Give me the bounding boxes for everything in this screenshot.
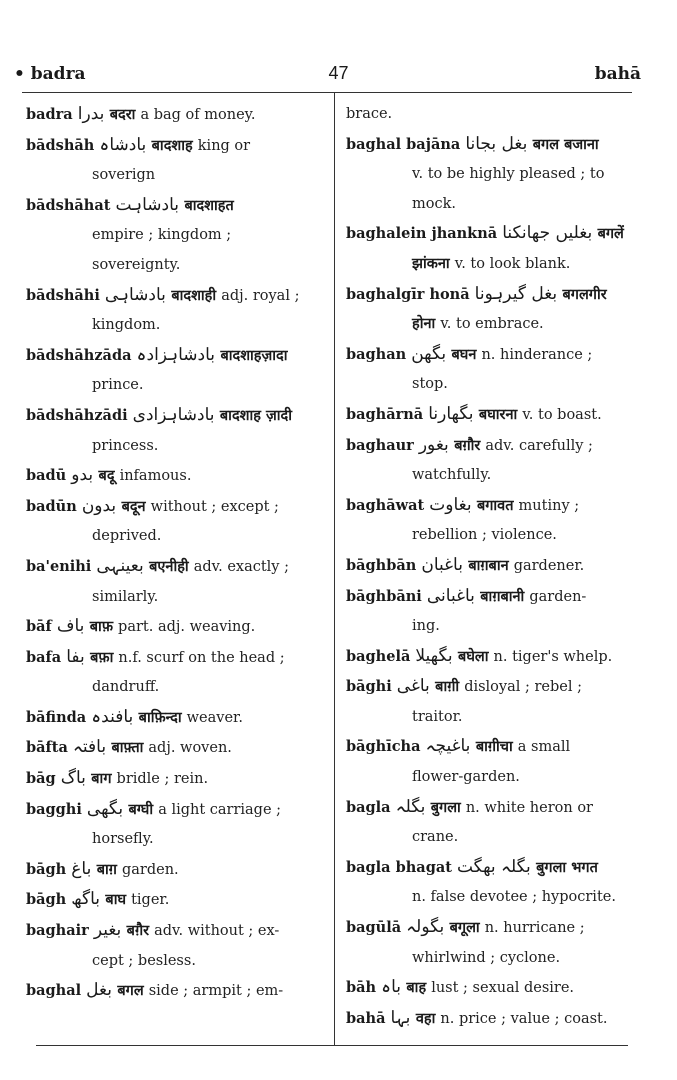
hindi-term: बाग़बान — [468, 557, 514, 574]
hindi-term: बदू — [98, 468, 120, 485]
headword: bafa — [26, 648, 67, 666]
dictionary-entry-line — [26, 492, 318, 523]
definition-text: dandruff. — [92, 679, 160, 696]
dictionary-entry-line — [346, 100, 631, 130]
headword: bāghi — [346, 678, 397, 696]
urdu-term: باغی — [396, 676, 436, 697]
urdu-term: باغ — [71, 858, 97, 879]
dictionary-entry-line — [346, 793, 631, 824]
urdu-term: بہا — [390, 1007, 416, 1028]
definition-text: rebellion ; violence. — [412, 527, 557, 544]
headword: bagūlā — [346, 919, 407, 937]
entry-continuation-line — [346, 370, 631, 400]
headword: bāfinda — [26, 708, 92, 726]
urdu-term: بغاوت — [429, 494, 477, 515]
dictionary-entry-line — [346, 672, 631, 703]
entry-continuation-line — [26, 251, 318, 281]
hindi-term: बादशाह — [151, 137, 198, 154]
urdu-term: بادشاہت — [115, 194, 185, 215]
urdu-term: بگھارنا — [428, 403, 479, 424]
definition-text: empire ; kingdom ; — [92, 227, 232, 244]
definition-text: side ; armpit ; em- — [148, 983, 284, 1000]
urdu-term: بفا — [66, 646, 91, 667]
dictionary-entry-line — [26, 885, 318, 916]
definition-text: n.f. scurf on the head ; — [118, 649, 285, 666]
urdu-term: بدون — [81, 495, 122, 516]
hindi-term: बादशाहत — [184, 197, 234, 214]
urdu-term: بافندہ — [91, 706, 139, 727]
page-number: 47 — [328, 63, 349, 83]
definition-text: watchfully. — [412, 467, 492, 484]
headword: baghal bajāna — [346, 135, 466, 153]
headword: bāg — [26, 770, 61, 788]
hindi-term: बगावत — [476, 497, 519, 514]
hindi-term: बुगला — [430, 799, 466, 816]
entry-continuation-line — [26, 673, 318, 703]
entry-continuation-line — [346, 883, 631, 913]
urdu-term: بگلہ — [395, 796, 431, 817]
definition-text: n. price ; value ; coast. — [440, 1010, 608, 1027]
headword: bagla — [346, 798, 396, 816]
headword: baghalgīr honā — [346, 285, 475, 303]
headword: bahā — [346, 1009, 391, 1027]
dictionary-entry-line — [26, 552, 318, 583]
dictionary-entry-line — [26, 281, 318, 312]
definition-text: crane. — [412, 829, 459, 846]
headword: bāh — [346, 979, 382, 997]
urdu-term: بغل بجانا — [465, 133, 533, 154]
definition-text: n. false devotee ; hypocrite. — [412, 889, 616, 906]
entry-continuation-line — [346, 823, 631, 853]
dictionary-entry-line — [346, 280, 631, 311]
definition-text: n. tiger's whelp. — [493, 648, 613, 665]
hindi-term: बफ़ा — [90, 649, 119, 666]
dictionary-entry-line — [346, 642, 631, 673]
dictionary-entry-line — [346, 732, 631, 763]
hindi-term: बाग़बानी — [480, 588, 530, 605]
entry-continuation-line — [346, 944, 631, 974]
definition-text: a light carriage ; — [158, 801, 282, 818]
dictionary-entry-line — [26, 341, 318, 372]
entry-continuation-line — [26, 522, 318, 552]
definition-text: part. adj. weaving. — [118, 619, 256, 636]
hindi-term: बुगला भगत — [536, 859, 598, 876]
dictionary-entry-line — [26, 703, 318, 734]
entry-continuation-line — [346, 763, 631, 793]
entry-continuation-line — [26, 311, 318, 341]
headword: bagla bhagat — [346, 858, 457, 876]
dictionary-entry-line — [26, 855, 318, 886]
dictionary-entry-line — [346, 491, 631, 522]
definition-text: stop. — [412, 376, 448, 393]
dictionary-entry-line — [346, 1004, 631, 1035]
headword: baghaur — [346, 436, 419, 454]
urdu-term: بگھن — [411, 343, 452, 364]
hindi-term: बदरा — [109, 107, 141, 123]
definition-text: adj. woven. — [148, 740, 232, 757]
headword: bādshāhzāda — [26, 346, 137, 364]
definition-text: sovereignty. — [92, 256, 181, 273]
dictionary-entry-line — [26, 795, 318, 826]
hindi-term: बदून — [121, 498, 151, 515]
dictionary-entry-line — [346, 582, 631, 613]
definition-text: deprived. — [92, 528, 162, 545]
hindi-term: बादशाह ज़ादी — [219, 407, 292, 424]
definition-text: adv. carefully ; — [485, 437, 593, 454]
headword: baghalein jhanknā — [346, 225, 503, 243]
hindi-term: बादशाही — [171, 287, 222, 304]
urdu-term: بدرا — [77, 104, 110, 124]
hindi-term: बघन — [451, 346, 482, 363]
hindi-term: होना — [412, 316, 441, 333]
headword: baghan — [346, 345, 412, 363]
definition-text: adj. royal ; — [221, 287, 300, 304]
definition-text: n. hinderance ; — [481, 346, 593, 363]
urdu-term: باگ — [60, 768, 92, 789]
entry-continuation-line — [26, 221, 318, 251]
urdu-term: بگولہ — [406, 917, 450, 938]
hindi-term: बगूला — [449, 920, 485, 937]
left-column — [26, 100, 318, 1007]
definition-text: cept ; besless. — [92, 952, 196, 969]
definition-text: soverign — [92, 167, 156, 184]
dictionary-entry-line — [26, 191, 318, 222]
definition-text: mock. — [412, 195, 456, 212]
dictionary-entry-line — [346, 853, 631, 884]
definition-text: a small — [517, 739, 571, 756]
hindi-term: बगलें — [597, 226, 624, 243]
entry-continuation-line — [346, 310, 631, 340]
urdu-term: بگھی — [86, 798, 129, 819]
hindi-term: वहा — [415, 1010, 441, 1027]
headword: badū — [26, 467, 72, 485]
urdu-term: بادشاہ — [99, 134, 152, 155]
dictionary-entry-line — [26, 401, 318, 432]
dictionary-entry-line — [346, 431, 631, 462]
entry-continuation-line — [26, 371, 318, 401]
dictionary-entry-line — [26, 131, 318, 162]
column-divider — [334, 93, 335, 1045]
hindi-term: बाफ़्ता — [111, 740, 149, 757]
hindi-term: बग़ैर — [126, 923, 155, 940]
entry-continuation-line — [346, 190, 631, 220]
definition-text: ing. — [412, 618, 440, 635]
entry-continuation-line — [346, 703, 631, 733]
hindi-term: बाफ़ — [89, 619, 119, 636]
definition-text: n. hurricane ; — [484, 920, 585, 937]
headword: bādshāhzādi — [26, 406, 133, 424]
hindi-term: बादशाहज़ादा — [220, 347, 288, 364]
hindi-term: बाग़ी — [435, 679, 465, 696]
definition-text: mutiny ; — [518, 497, 580, 514]
definition-text: lust ; sexual desire. — [431, 980, 575, 997]
definition-text: gardener. — [513, 557, 585, 574]
entry-continuation-line — [26, 583, 318, 613]
definition-text: similarly. — [92, 588, 159, 605]
headword: bāf — [26, 618, 57, 636]
headword: bagghi — [26, 800, 87, 818]
headword: ba'enihi — [26, 557, 97, 575]
headword: bāghbān — [346, 556, 422, 574]
definition-text: tiger. — [131, 892, 170, 909]
dictionary-entry-line — [346, 913, 631, 944]
urdu-term: بغل — [86, 980, 118, 1001]
dictionary-entry-line — [26, 764, 318, 795]
hindi-term: बगलगीर — [562, 286, 607, 303]
hindi-term: झांकना — [412, 255, 455, 272]
dictionary-entry-line — [26, 976, 318, 1007]
definition-text: prince. — [92, 377, 144, 394]
hindi-term: बाग़ीचा — [475, 739, 518, 756]
urdu-term: باغبانی — [426, 585, 481, 606]
hindi-term: बाग़ — [96, 861, 122, 878]
urdu-term: بغور — [418, 434, 455, 455]
headword: bāghīcha — [346, 738, 426, 756]
definition-text: n. white heron or — [465, 799, 593, 816]
urdu-term: بادشاہزادی — [132, 404, 220, 425]
definition-text: flower-garden. — [412, 769, 520, 786]
entry-continuation-line — [26, 947, 318, 977]
dictionary-entry-line — [26, 916, 318, 947]
entry-continuation-line — [346, 160, 631, 190]
dictionary-entry-line — [26, 733, 318, 764]
urdu-term: باف — [56, 616, 90, 637]
hindi-term: बघारना — [478, 406, 523, 423]
hindi-term: बघेला — [458, 648, 494, 665]
headword: badūn — [26, 497, 82, 515]
definition-text: whirlwind ; cyclone. — [412, 949, 561, 966]
hindi-term: बग़ौर — [454, 437, 486, 454]
entry-continuation-line — [26, 825, 318, 855]
headword: baghelā — [346, 647, 416, 665]
headword: bāgh — [26, 860, 72, 878]
entry-continuation-line — [346, 612, 631, 642]
headword: badra — [26, 106, 78, 123]
headword: bādshāh — [26, 136, 100, 154]
definition-text: traitor. — [412, 708, 463, 725]
entry-continuation-line — [346, 461, 631, 491]
dictionary-entry-line — [346, 400, 631, 431]
dictionary-entry-line — [346, 340, 631, 371]
definition-text: horsefly. — [92, 831, 154, 848]
urdu-term: باگھ — [71, 889, 106, 910]
headword: bāghbāni — [346, 587, 427, 605]
definition-text: infamous. — [119, 468, 192, 485]
definition-text: v. to look blank. — [454, 255, 571, 272]
definition-text: adv. exactly ; — [193, 558, 289, 575]
headword: baghāwat — [346, 496, 430, 514]
definition-text: disloyal ; rebel ; — [464, 679, 582, 696]
definition-text: v. to boast. — [522, 406, 602, 423]
hindi-term: बगल — [117, 983, 149, 1000]
footer-rule — [36, 1045, 628, 1046]
dictionary-entry-line — [26, 461, 318, 492]
definition-text: a bag of money. — [140, 107, 256, 123]
urdu-term: بدو — [71, 465, 99, 486]
definition-text: v. to be highly pleased ; to — [412, 166, 605, 183]
urdu-term: باغبان — [421, 554, 469, 575]
headword: baghārnā — [346, 405, 429, 423]
definition-text: weaver. — [186, 709, 243, 726]
definition-text: v. to embrace. — [440, 316, 544, 333]
urdu-term: بادشاہی — [104, 284, 172, 305]
hindi-term: बाह — [406, 980, 432, 997]
urdu-term: بغیر — [93, 920, 127, 941]
right-column — [346, 100, 631, 1034]
headword: baghair — [26, 922, 94, 940]
header-first-word: • badra — [14, 64, 86, 84]
header-last-word: bahā — [594, 64, 641, 84]
urdu-term: باہ — [381, 977, 407, 998]
definition-text: kingdom. — [92, 317, 161, 334]
urdu-term: بغل گیرہونا — [474, 283, 563, 304]
urdu-term: بغلیں جھانکنا — [502, 223, 598, 244]
hindi-term: बग्घी — [128, 801, 159, 818]
entry-continuation-line — [346, 250, 631, 280]
dictionary-entry-line — [346, 551, 631, 582]
urdu-term: بگلہ بھگت — [456, 856, 537, 877]
dictionary-entry-line — [346, 219, 631, 250]
definition-text: adv. without ; ex- — [154, 923, 280, 940]
definition-text: without ; except ; — [150, 498, 279, 515]
headword: bāgh — [26, 891, 72, 909]
definition-text: garden- — [529, 588, 587, 605]
urdu-term: بعینہی — [96, 555, 150, 576]
headword: bādshāhi — [26, 286, 105, 304]
urdu-term: باغیچہ — [425, 736, 476, 757]
hindi-term: बाग — [91, 771, 117, 788]
dictionary-entry-line — [26, 643, 318, 674]
hindi-term: बगल बजाना — [532, 136, 599, 153]
urdu-term: بافتہ — [72, 737, 112, 758]
urdu-term: بادشاہزادہ — [136, 344, 221, 365]
dictionary-entry-line — [26, 100, 318, 131]
header-rule — [22, 92, 632, 93]
definition-text: bridle ; rein. — [116, 771, 209, 788]
definition-text: princess. — [92, 437, 159, 454]
headword: bādshāhat — [26, 196, 116, 214]
urdu-term: بگھیلا — [415, 645, 459, 666]
entry-continuation-line — [26, 432, 318, 462]
definition-text: garden. — [121, 861, 179, 878]
hindi-term: बाफ़िन्दा — [138, 709, 187, 726]
headword: bāfta — [26, 739, 73, 757]
hindi-term: बएनीही — [149, 558, 194, 575]
dictionary-entry-line — [346, 973, 631, 1004]
dictionary-entry-line — [26, 612, 318, 643]
dictionary-entry-line — [346, 130, 631, 161]
entry-continuation-line — [26, 161, 318, 191]
definition-text: king or — [197, 137, 251, 154]
entry-continuation-line — [346, 521, 631, 551]
definition-text: brace. — [346, 106, 393, 122]
headword: baghal — [26, 982, 87, 1000]
hindi-term: बाघ — [105, 892, 132, 909]
